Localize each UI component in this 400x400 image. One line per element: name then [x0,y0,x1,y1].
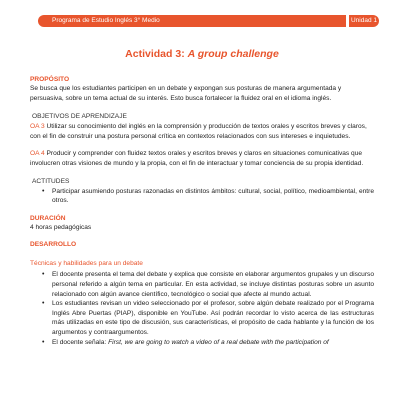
desarrollo-heading: DESARROLLO [30,241,77,249]
desarrollo-last-prefix: El docente señala: [52,338,109,346]
actitudes-list [30,187,374,206]
desarrollo-text: El docente presenta el tema del debate y explica que consiste en elaborar argumentos grupales y un discurso personal referido a algún tema en particular. En esta actividad, se incluye distintas posturas sobre un asunto relacionado con algún avance científico, tecnológico o social que afecte al mundo actual. [52,271,374,298]
page-header [0,0,400,30]
list-item [44,338,374,348]
list-item [44,187,374,206]
bullet-icon: • [42,271,45,279]
oa-text: Utilizar su conocimiento del inglés en la comprensión y producción de textos orales y escritos breves y claros, con el fin de construir una postura personal crítica en contextos relacionados con sus intereses e inquietudes. [30,123,367,140]
title-italic: A group challenge [187,48,279,60]
bullet-icon: • [42,187,45,195]
desarrollo-last-italic: First, we are going to watch a video of a real debate with the participation of [108,338,329,346]
program-band [38,15,346,27]
objetivos-section [30,112,374,168]
desarrollo-subheading: Técnicas y habilidades para un debate [30,260,143,268]
unit-label: Unidad 1 [350,17,378,24]
oa-code: OA 4 [30,150,45,158]
oa-item [30,122,374,141]
oa-text: Producir y comprender con fluidez textos orales y escritos breves y claros en situaciones comunicativas que involucren otras visiones de mundo y la propia, con el fin de interactuar y tomar conciencia de su propia identidad. [30,150,364,167]
proposito-text: Se busca que los estudiantes participen en un debate y expongan sus posturas de manera argumentada y persuasiva, sobre un tema actual de su interés. Esto busca fortalecer la fluidez oral en el idioma inglés. [30,85,342,102]
activity-title [30,48,374,61]
document-body [30,40,374,347]
actitud-text: Participar asumiendo posturas razonadas en distintos ámbitos: cultural, social, político, medioambiental, entre otros. [52,187,374,205]
unit-badge [349,15,379,27]
title-prefix: Actividad 3: [125,48,188,60]
bullet-icon: • [42,300,45,308]
list-item [44,270,374,299]
oa-code: OA 3 [30,123,45,131]
duracion-heading: DURACIÓN [30,214,66,222]
program-title: Programa de Estudio Inglés 3° Medio [52,17,160,24]
objetivos-heading: OBJETIVOS DE APRENDIZAJE [32,113,127,121]
oa-item [30,149,374,168]
desarrollo-list [30,270,374,347]
list-item [44,299,374,337]
duracion-text: 4 horas pedagógicas [30,223,92,231]
proposito-heading: PROPÓSITO [30,76,70,83]
bullet-icon: • [42,338,45,346]
desarrollo-text: Los estudiantes revisan un video seleccionado por el profesor, sobre algún debate realizado por el Programa Inglés Abre Puertas (PIAP), disponible en YouTube. Así podrán recordar lo visto acerca de las estructuras más utilizadas en este tipo de discusión, sus características, el propósito de cada hablante y la función de los argumentos y contraargumentos. [52,300,374,336]
actitudes-heading: ACTITUDES [32,177,70,185]
